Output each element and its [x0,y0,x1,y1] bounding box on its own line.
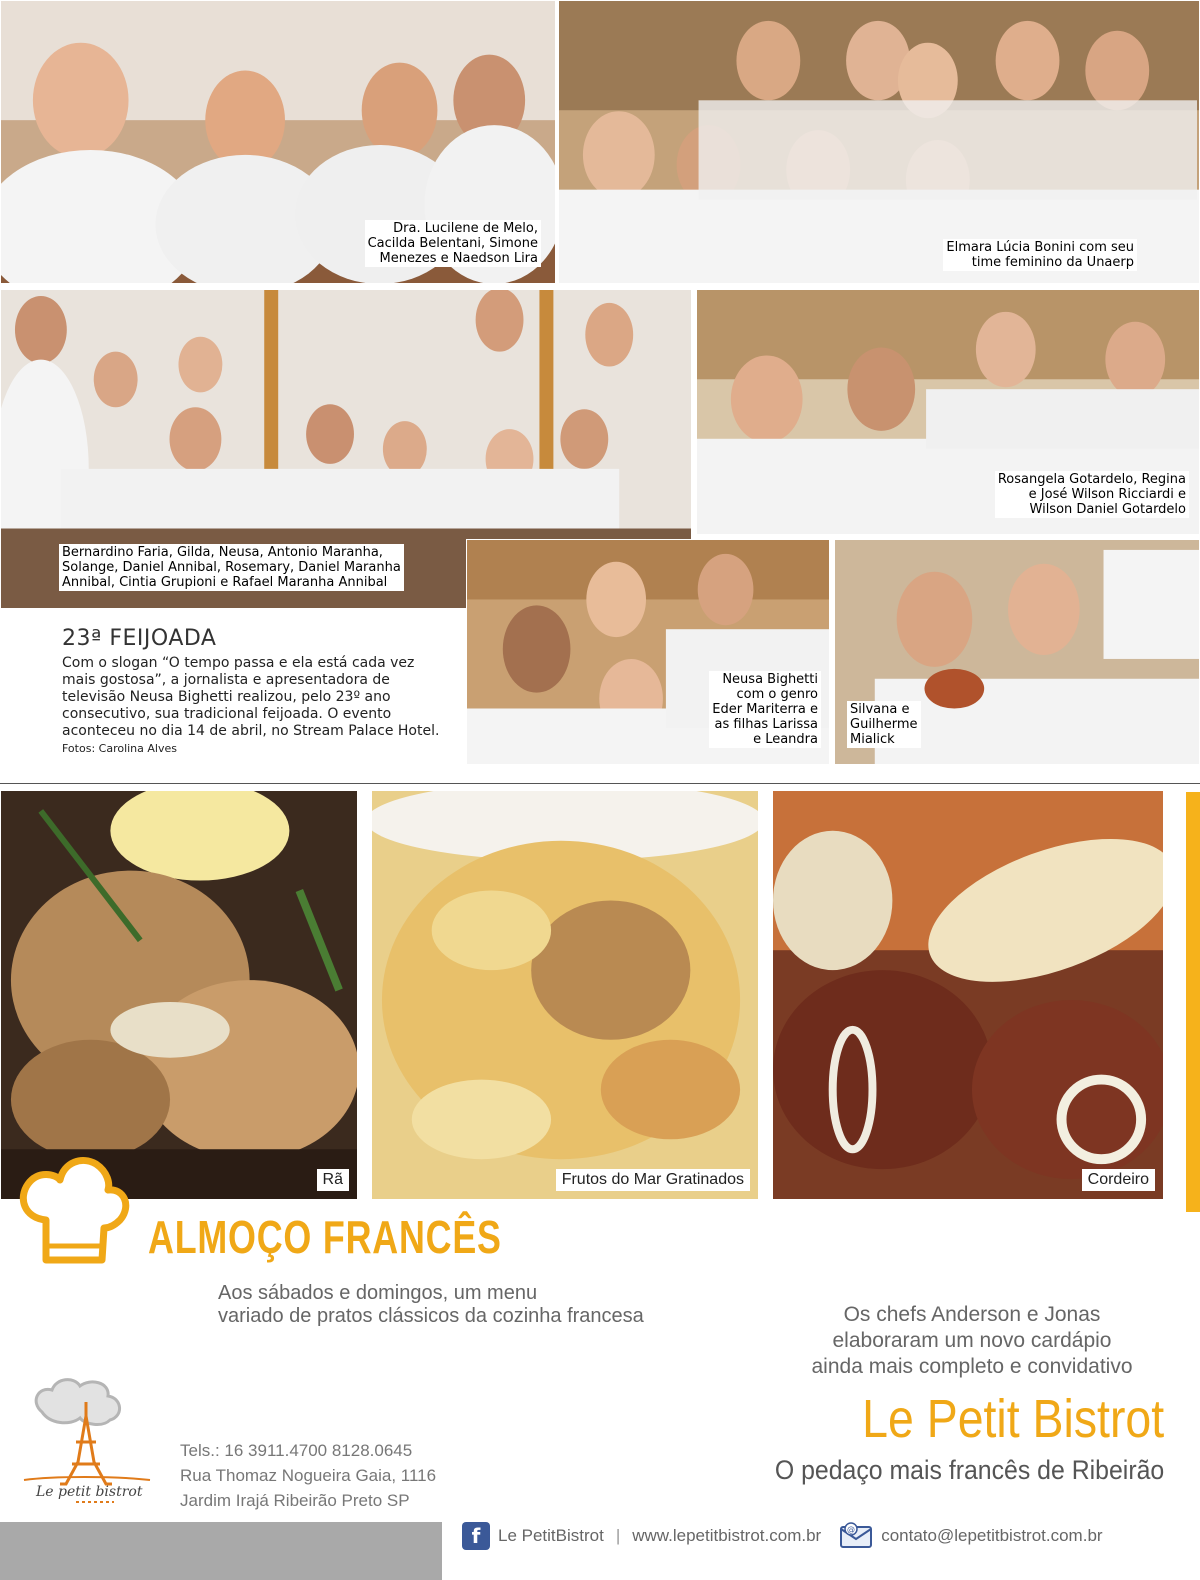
chef-hat-icon [16,1150,132,1270]
facebook-link[interactable]: Le PetitBistrot [498,1526,604,1545]
website-link[interactable]: www.lepetitbistrot.com.br [632,1526,822,1545]
logo-text: Le petit bistrot [36,1484,143,1500]
footer-separator: | [615,1526,621,1545]
chefs-line: ainda mais completo e convidativo [811,1355,1133,1378]
section-divider [0,783,1200,784]
photo-caption: Neusa Bighetti com o genro Eder Mariterra e as filhas Larissa e Leandra [709,671,821,748]
event-photo-5 [466,539,830,765]
dish-photo-cordeiro [772,790,1164,1200]
dish-label: Cordeiro [1082,1169,1155,1191]
dish-photo-ra [0,790,358,1200]
photo-caption: Dra. Lucilene de Melo, Cacilda Belentani, Simone Menezes e Naedson Lira [365,220,541,267]
photo-caption: Elmara Lúcia Bonini com seu time feminino da Unaerp [943,239,1137,271]
brand-tagline: O pedaço mais francês de Ribeirão [774,1455,1164,1485]
phone-numbers: Tels.: 16 3911.4700 8128.0645 [180,1441,413,1460]
city: Jardim Irajá Ribeirão Preto SP [180,1491,410,1510]
photo-caption: Silvana e Guilherme Mialick [847,701,921,748]
dish-photo-cordeiro-image [773,791,1163,1199]
photo-caption: Bernardino Faria, Gilda, Neusa, Antonio Maranha, Solange, Daniel Annibal, Rosemary, Daniel Maranha Annibal, Cintia Grupioni e Rafael Maranha Annibal [59,544,404,591]
event-photo-2 [558,0,1200,284]
contact-info [180,1438,436,1513]
chefs-line: Os chefs Anderson e Jonas [843,1303,1101,1326]
event-photo-1 [0,0,556,284]
accent-bar [1186,792,1200,1212]
chefs-text [792,1302,1152,1380]
promo-subtitle [218,1282,698,1328]
dish-label: Rã [317,1169,349,1191]
photo-credit: Fotos: Carolina Alves [62,742,177,755]
article-text: Com o slogan “O tempo passa e ela está cada vez mais gostosa”, a jornalista e apresentadora de televisão Neusa Bighetti realizou, pelo 23º ano consecutivo, sua tradicional feijoada. O evento aconteceu no dia 14 de abril, no Stream Palace Hotel. [62,655,440,739]
dish-photo-ra-image [1,791,357,1199]
facebook-icon[interactable]: f [462,1522,490,1550]
promo-subtitle-line: variado de pratos clássicos da cozinha francesa [218,1305,644,1327]
footer [462,1516,1103,1556]
promo-title: ALMOÇO FRANCÊS [148,1211,502,1263]
photo-caption: Rosangela Gotardelo, Regina e José Wilson Ricciardi e Wilson Daniel Gotardelo [995,471,1189,518]
email-link[interactable]: contato@lepetitbistrot.com.br [881,1526,1103,1545]
article-title: 23ª FEIJOADA [62,626,217,651]
email-icon[interactable] [839,1521,873,1551]
brand-name: Le Petit Bistrot [861,1389,1164,1449]
dish-photo-frutos-do-mar-image [372,791,758,1199]
dish-label: Frutos do Mar Gratinados [556,1169,750,1191]
promo-subtitle-line: Aos sábados e domingos, um menu [218,1282,538,1304]
svg-text:@: @ [847,1525,856,1534]
dish-photo-frutos-do-mar [371,790,759,1200]
chefs-line: elaboraram um novo cardápio [832,1329,1112,1352]
footer-gray-block [0,1522,442,1580]
address: Rua Thomaz Nogueira Gaia, 1116 [180,1466,437,1485]
article-body [62,655,442,757]
event-photo-6 [834,539,1200,765]
event-photo-4 [696,289,1200,535]
